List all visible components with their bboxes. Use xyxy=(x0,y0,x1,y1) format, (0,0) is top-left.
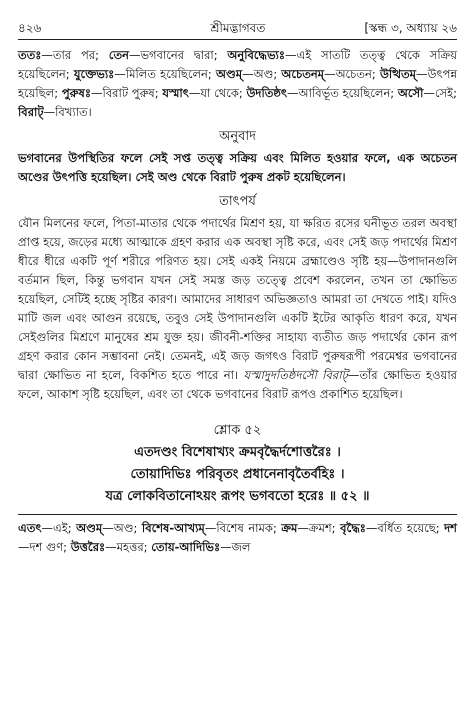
verse-line: যত্র লোকবিতানোঽয়ং রূপং ভগবতো হরেঃ ॥ ৫২ ॥ xyxy=(105,489,370,504)
translation-text: ভগবানের উপস্থিতির ফলে সেই সপ্ত তত্ত্ব সক্রিয় এবং মিলিত হওয়ার ফলে, এক অচেতন অণ্ডের উৎপত্তি হয়েছিল। সেই অণ্ড থেকে বিরাট পুরুষ প্রকট হয়েছিলেন। xyxy=(18,151,457,184)
synonym-term: অনুবিদ্ধেভ্যঃ xyxy=(227,48,285,62)
verse-block xyxy=(18,442,457,508)
running-header xyxy=(18,20,457,36)
synonym-term: বিরাট্ xyxy=(18,105,44,119)
verse-line: এতদণ্ডং বিশেষাখ্যং ক্রমবৃদ্ধৈর্দশোত্তরৈঃ । xyxy=(134,445,341,460)
page-number: ৪২৬ xyxy=(18,21,42,35)
header-rule xyxy=(18,39,457,40)
synonym-dash: — xyxy=(287,86,299,100)
synonym-meaning: আবির্ভূত হয়েছিলেন; xyxy=(298,86,398,100)
synonym-meaning: উৎপন্ন হয়েছিল; xyxy=(18,67,458,100)
synonym-meaning: এই সাতটি তত্ত্ব থেকে সক্রিয় হয়েছিলেন; xyxy=(18,48,458,81)
synonym-meaning: বর্ধিত হয়েছে; xyxy=(377,521,445,535)
verse-line: তোয়াদিভিঃ পরিবৃতং প্রধানেনাবৃতৈর্বহিঃ । xyxy=(130,467,345,482)
synonym-meaning: জল xyxy=(231,540,251,554)
purport-part-1: যৌন মিলনের ফলে, পিতা-মাতার থেকে পদার্থের মিশ্রণ হয়, যা ক্ষরিত রসের ঘনীভূত তরল অবস্থা প্রাপ্ত হয়ে, জড়ের মধ্যে আত্মাকে গ্রহণ করার এক অবস্থা সৃষ্টি করে, এবং সেই জড় পদার্থের মিশ্রণ ধীরে ধীরে একটি পূর্ণ শরীরে পরিণত হয়। সেই একই নিয়মে ব্রহ্মাণ্ডেও সৃষ্টি হয়—উপাদানগুলি বর্তমান ছিল, কিন্তু ভগবান যখন সেই সমস্ত জড় তত্ত্বে প্রবেশ করলেন, তখন তা ক্ষোভিত হয়েছিল, সেটিই হচ্ছে সৃষ্টির কারণ। আমাদের সাধারণ অভিজ্ঞতাও আমরা তা দেখতে পাই। যদিও মাটি জল এবং আগুন রয়েছে, তবুও সেই উপাদানগুলি একটি ইটের আকৃতি ধারণ করে, যখন সেইগুলির মিশ্রণে মানুষের শ্রম যুক্ত হয়। জীবনী-শক্তির সাহায্য ব্যতীত জড় পদার্থের কোন রূপ গ্রহণ করার কোন সম্ভাবনা নেই। তেমনই, এই জড় জগৎও বিরাট পুরুষরূপী পরমেশ্বর ভগবানের দ্বারা ক্ষোভিত না হলে, বিকশিত হতে পারে না। xyxy=(18,216,457,382)
synonym-dash: — xyxy=(18,540,30,554)
synonym-dash: — xyxy=(128,48,141,62)
synonym-term: যুক্তেভ্যঃ xyxy=(73,67,115,81)
synonym-meaning: অচেতন; xyxy=(335,67,380,81)
synonym-meaning: দশ গুণ; xyxy=(29,540,71,554)
synonym-dash: — xyxy=(188,86,201,100)
synonym-meaning: যা থেকে; xyxy=(200,86,247,100)
synonym-meaning: অণ্ড; xyxy=(253,67,282,81)
synonym-term: উত্তরৈঃ xyxy=(70,540,106,554)
synonym-meaning: সেই; xyxy=(434,86,457,100)
synonym-dash: — xyxy=(285,48,297,62)
synonym-dash: — xyxy=(41,521,54,535)
synonym-term: দশ xyxy=(444,521,457,535)
synonym-term: এতৎ xyxy=(18,521,42,535)
synonym-term: বিশেষ-আখ্যম্ xyxy=(141,521,205,535)
synonym-term: যস্মাৎ xyxy=(162,86,189,100)
synonym-term: অচেতনম্ xyxy=(281,67,325,81)
synonym-term: বৃদ্ধৈঃ xyxy=(340,521,366,535)
synonym-term: ক্রম xyxy=(281,521,298,535)
synonym-term: অসৌ xyxy=(397,86,424,100)
synonym-meaning: মহত্তর; xyxy=(116,540,152,554)
verse-rule xyxy=(18,514,457,515)
purport-part-2: —তাঁর ক্ষোভিত হওয়ার ফলে, আকাশ সৃষ্টি হয়েছিল, এবং তা থেকে ভগবানের বিরাট রূপও প্রকাশিত হয়েছিল। xyxy=(18,368,457,401)
synonym-term: পুরুষঃ xyxy=(61,86,91,100)
synonym-dash: — xyxy=(43,105,56,119)
purport-heading: তাৎপর্য xyxy=(219,194,256,209)
synonym-dash: — xyxy=(324,67,336,81)
synonym-dash: — xyxy=(114,67,126,81)
purport-text xyxy=(18,214,457,404)
synonyms-bottom xyxy=(18,519,457,557)
synonym-meaning: বিখ্যাত। xyxy=(55,105,92,119)
synonym-dash: — xyxy=(423,86,435,100)
synonym-dash: — xyxy=(416,67,428,81)
synonym-dash: — xyxy=(365,521,378,535)
synonym-term: ততঃ xyxy=(18,48,42,62)
synonym-dash: — xyxy=(90,86,103,100)
synonym-meaning: বিশেষ নামক; xyxy=(216,521,282,535)
synonym-dash: — xyxy=(204,521,217,535)
synonym-meaning: ক্রমশ; xyxy=(308,521,341,535)
translation-heading: অনুবাদ xyxy=(219,129,256,144)
synonym-meaning: মিলিত হয়েছিলেন; xyxy=(125,67,216,81)
synonym-dash: — xyxy=(102,521,114,535)
synonym-term: তেন xyxy=(108,48,129,62)
synonym-term: অণ্ডম্ xyxy=(76,521,103,535)
synonym-term: অণ্ডম্ xyxy=(216,67,243,81)
synonym-dash: — xyxy=(220,540,232,554)
section-reference: [স্কন্ধ ৩, অধ্যায় ২৬ xyxy=(364,21,457,35)
verse-heading: শ্লোক ৫২ xyxy=(213,423,262,438)
synonym-term: তোয়-আদিভিঃ xyxy=(151,540,221,554)
synonym-dash: — xyxy=(242,67,254,81)
synonym-meaning: এই; xyxy=(53,521,77,535)
synonyms-top xyxy=(18,46,457,122)
synonym-meaning: তার পর; xyxy=(52,48,109,62)
synonym-term: উদতিষ্ঠৎ xyxy=(246,86,288,100)
synonym-term: উত্থিতম্ xyxy=(379,67,417,81)
synonym-meaning: অণ্ড; xyxy=(113,521,142,535)
synonym-dash: — xyxy=(105,540,117,554)
synonym-dash: — xyxy=(41,48,53,62)
synonym-meaning: ভগবানের দ্বারা; xyxy=(140,48,228,62)
synonym-meaning: বিরাট পুরুষ; xyxy=(102,86,163,100)
book-title: শ্রীমদ্ভাগবত xyxy=(210,21,266,35)
purport-quote: যস্মাদুদতিষ্ঠদসৌ বিরাট্ xyxy=(243,368,348,382)
synonym-dash: — xyxy=(297,521,309,535)
